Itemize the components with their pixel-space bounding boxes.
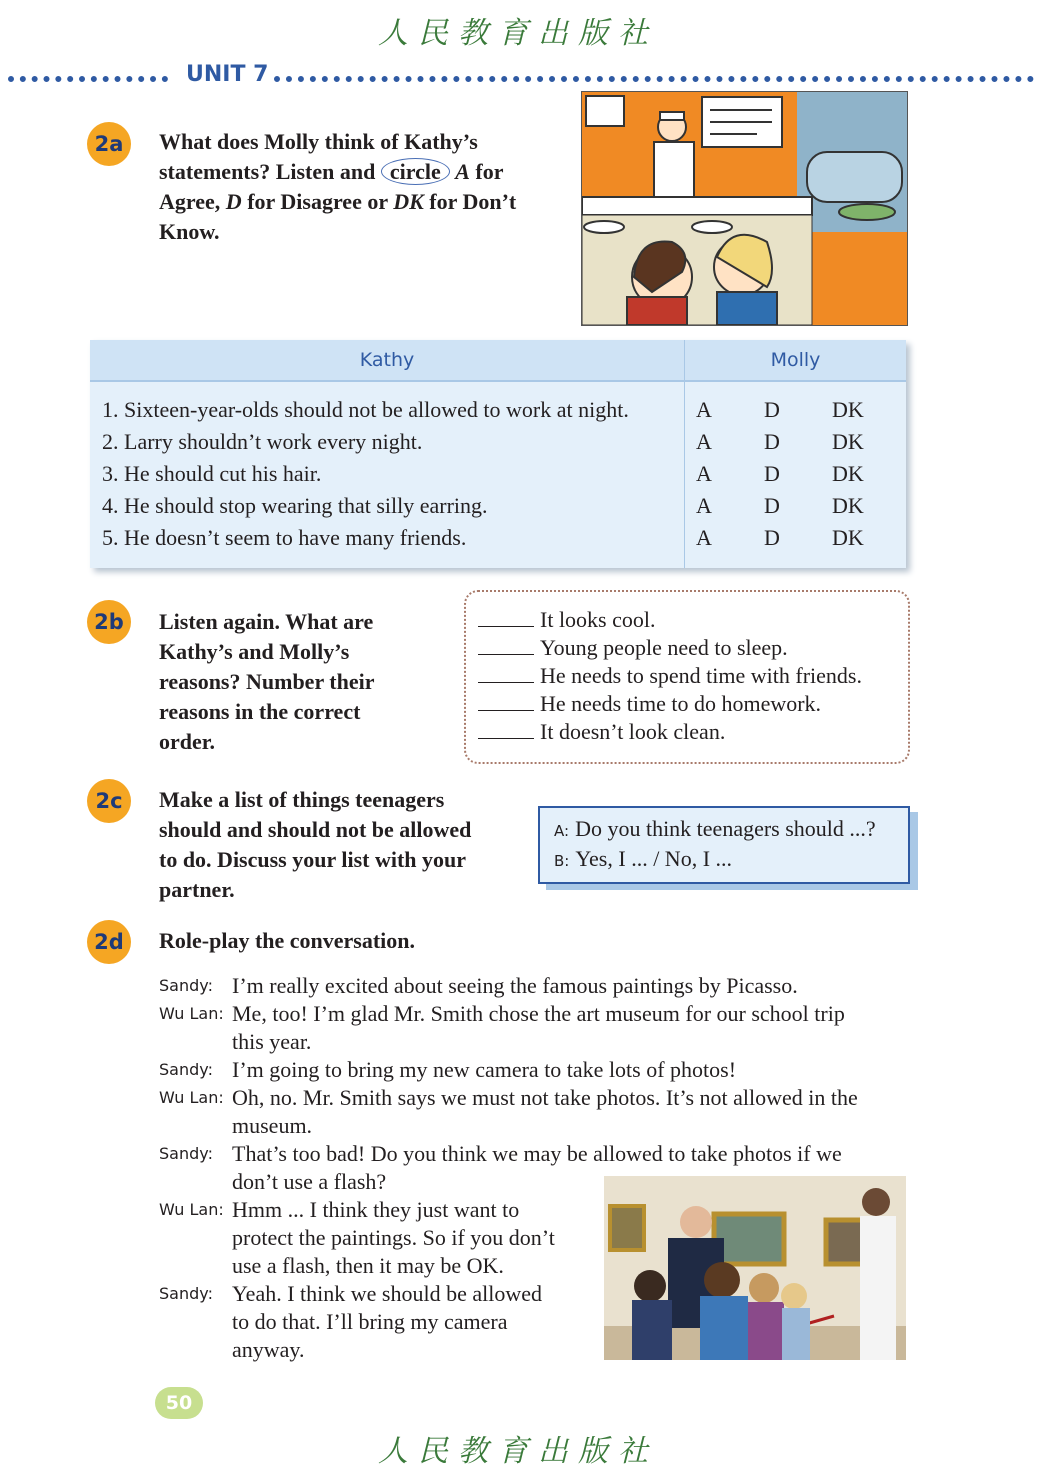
- cafe-cartoon-image: [582, 92, 907, 325]
- publisher-header: 人民教育出版社: [378, 16, 658, 51]
- table-divider: [684, 340, 685, 568]
- model-dialogue-box: [538, 806, 910, 884]
- reason-item: Young people need to sleep.: [478, 634, 788, 662]
- dialogue-line: I’m going to bring my new camera to take lots of photos!: [232, 1057, 737, 1082]
- speaker-label: Sandy:: [159, 976, 213, 995]
- table-header-molly: Molly: [685, 340, 906, 382]
- exercise-2c-badge: 2c: [87, 779, 131, 823]
- option-dk[interactable]: DK: [832, 429, 864, 454]
- option-d[interactable]: D: [764, 461, 780, 486]
- dialogue-line: to do that. I’ll bring my camera: [232, 1309, 508, 1334]
- exercise-2b-badge: 2b: [87, 600, 131, 644]
- dialogue-line: Hmm ... I think they just want to: [232, 1197, 520, 1222]
- option-dk[interactable]: DK: [832, 525, 864, 550]
- speaker-label: Sandy:: [159, 1284, 213, 1303]
- option-d[interactable]: D: [764, 493, 780, 518]
- dialogue-line: Oh, no. Mr. Smith says we must not take photos. It’s not allowed in the: [232, 1085, 858, 1110]
- reason-item: He needs to spend time with friends.: [478, 662, 862, 690]
- option-a[interactable]: A: [696, 397, 712, 422]
- exercise-2d-title: Role-play the conversation.: [159, 928, 416, 953]
- option-d[interactable]: D: [764, 397, 780, 422]
- answer-blank[interactable]: [478, 664, 534, 683]
- exercise-2b-instruction: Listen again. What are Kathy’s and Molly’s reasons? Number their reasons in the correct order.: [159, 609, 375, 754]
- exercise-2a-badge: 2a: [87, 122, 131, 166]
- dialogue-line: Yeah. I think we should be allowed: [232, 1281, 542, 1306]
- model-line-b: B: Yes, I ... / No, I ...: [554, 846, 733, 871]
- dialogue-line: That’s too bad! Do you think we may be allowed to take photos if we: [232, 1141, 842, 1166]
- unit-label: UNIT 7: [186, 62, 269, 87]
- reason-item: He needs time to do homework.: [478, 690, 821, 718]
- dialogue-line: protect the paintings. So if you don’t: [232, 1225, 555, 1250]
- answer-blank[interactable]: [478, 692, 534, 711]
- speaker-label: Sandy:: [159, 1144, 213, 1163]
- option-a[interactable]: A: [696, 493, 712, 518]
- reasons-box: [464, 590, 910, 764]
- dialogue-line: this year.: [232, 1029, 312, 1054]
- dialogue-line: Me, too! I’m glad Mr. Smith chose the art museum for our school trip: [232, 1001, 845, 1026]
- publisher-footer: 人民教育出版社: [378, 1434, 658, 1469]
- exercise-2d-badge: 2d: [87, 920, 131, 964]
- dotted-rule-right: [274, 76, 1034, 82]
- option-a[interactable]: A: [696, 461, 712, 486]
- molly-kathy-table: [90, 340, 906, 568]
- dialogue-line: I’m really excited about seeing the famous paintings by Picasso.: [232, 973, 798, 998]
- reason-item: It looks cool.: [478, 606, 656, 634]
- dialogue-line: anyway.: [232, 1337, 305, 1362]
- table-row: 1. Sixteen-year-olds should not be allowed to work at night.: [102, 397, 629, 422]
- speaker-label: Sandy:: [159, 1060, 213, 1079]
- option-d[interactable]: D: [764, 525, 780, 550]
- circle-word: circle: [381, 158, 450, 185]
- answer-blank[interactable]: [478, 636, 534, 655]
- museum-photo-image: [604, 1176, 906, 1360]
- museum-photo: [604, 1176, 906, 1360]
- option-a[interactable]: A: [696, 429, 712, 454]
- exercise-2a-instruction: What does Molly think of Kathy’s statements? Listen and circle A for Agree, D for Disagree or DK for Don’t Know.: [159, 129, 517, 244]
- table-row: 4. He should stop wearing that silly earring.: [102, 493, 488, 518]
- table-row: 2. Larry shouldn’t work every night.: [102, 429, 423, 454]
- option-dk[interactable]: DK: [832, 493, 864, 518]
- option-d[interactable]: D: [764, 429, 780, 454]
- model-line-a: A: Do you think teenagers should ...?: [554, 816, 876, 841]
- speaker-label: Wu Lan:: [159, 1088, 224, 1107]
- page-number: 50: [155, 1387, 203, 1419]
- dialogue-line: use a flash, then it may be OK.: [232, 1253, 504, 1278]
- speaker-label: Wu Lan:: [159, 1004, 224, 1023]
- reason-item: It doesn’t look clean.: [478, 718, 725, 746]
- option-dk[interactable]: DK: [832, 397, 864, 422]
- speaker-label: Wu Lan:: [159, 1200, 224, 1219]
- option-a[interactable]: A: [696, 525, 712, 550]
- answer-blank[interactable]: [478, 608, 534, 627]
- dialogue-line: don’t use a flash?: [232, 1169, 387, 1194]
- answer-blank[interactable]: [478, 720, 534, 739]
- table-row: 3. He should cut his hair.: [102, 461, 322, 486]
- option-dk[interactable]: DK: [832, 461, 864, 486]
- cafe-cartoon-illustration: [581, 91, 908, 326]
- dialogue-line: museum.: [232, 1113, 313, 1138]
- table-header-kathy: Kathy: [90, 340, 684, 382]
- table-row: 5. He doesn’t seem to have many friends.: [102, 525, 467, 550]
- exercise-2c-instruction: Make a list of things teenagers should and should not be allowed to do. Discuss your list with your partner.: [159, 787, 472, 902]
- dotted-rule-left: [8, 76, 168, 82]
